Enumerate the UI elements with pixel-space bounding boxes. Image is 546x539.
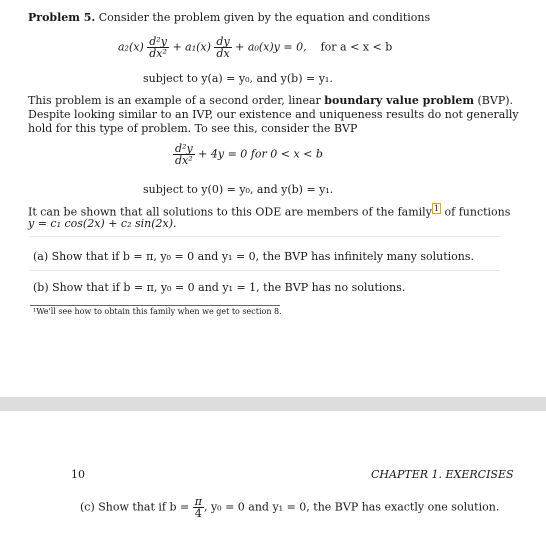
- paragraph-line-2: Despite looking similar to an IVP, our existence and uniqueness results do not generally: [28, 108, 519, 121]
- paragraph-line-1: This problem is an example of a second order, linear boundary value problem (BVP).: [28, 94, 514, 107]
- paragraph-line-3: hold for this type of problem. To see this, consider the BVP: [28, 122, 358, 135]
- part-c: (c) Show that if b = $\frac{\pi}{4}$ , y₀ = 0 and y₁ = 0, the BVP has exactly one solution.: [80, 495, 500, 520]
- problem-label: Problem 5.: [28, 11, 96, 24]
- bvp-second-derivative: $\frac{\text{d²y}}{\text{dx²}}$: [175, 142, 193, 167]
- footnote: ¹We'll see how to obtain this family when we get to section 8.: [33, 307, 282, 316]
- page-2: [0, 413, 546, 539]
- page-number: 10: [71, 468, 85, 481]
- eq-domain: for a < x < b: [320, 40, 393, 54]
- paragraph-line-4: It can be shown that all solutions to this ODE are members of the family 1 of functions: [28, 204, 511, 219]
- part-c-fraction: $\frac{\pi}{4}$: [194, 495, 202, 520]
- conditions-1: subject to y(a) = y₀, and y(b) = y₁.: [143, 72, 333, 85]
- part-b: (b) Show that if b = π, y₀ = 0 and y₁ = 1, the BVP has no solutions.: [33, 281, 406, 294]
- eq-a2-term: a₂(x): [118, 40, 144, 54]
- bvp-equation-rest: + 4y = 0 for 0 < x < b: [198, 147, 323, 161]
- eq-a0-term: + a₀(x)y = 0,: [235, 40, 307, 54]
- first-derivative-fraction: $\frac{dy}{dx}$: [216, 35, 230, 60]
- bvp-equation: [173, 143, 323, 166]
- solution-family: y = c₁ cos(2x) + c₂ sin(2x).: [28, 217, 177, 230]
- conditions-2: subject to y(0) = y₀, and y(b) = y₁.: [143, 183, 334, 196]
- bvp-term: boundary value problem: [324, 94, 475, 107]
- main-equation: [118, 36, 392, 59]
- footnote-marker[interactable]: 1: [433, 204, 440, 213]
- problem-heading: [28, 11, 430, 24]
- divider: [30, 270, 500, 271]
- divider: [30, 236, 500, 237]
- problem-intro: Consider the problem given by the equation and conditions: [98, 11, 431, 24]
- running-head: CHAPTER 1. EXERCISES: [371, 468, 514, 481]
- second-derivative-fraction: $\frac{\text{d²y}}{\text{dx²}}$: [149, 35, 167, 60]
- eq-a1-term: + a₁(x): [172, 40, 211, 54]
- part-a: (a) Show that if b = π, y₀ = 0 and y₁ = 0, the BVP has infinitely many solutions.: [33, 250, 475, 263]
- page-separator: [0, 397, 546, 411]
